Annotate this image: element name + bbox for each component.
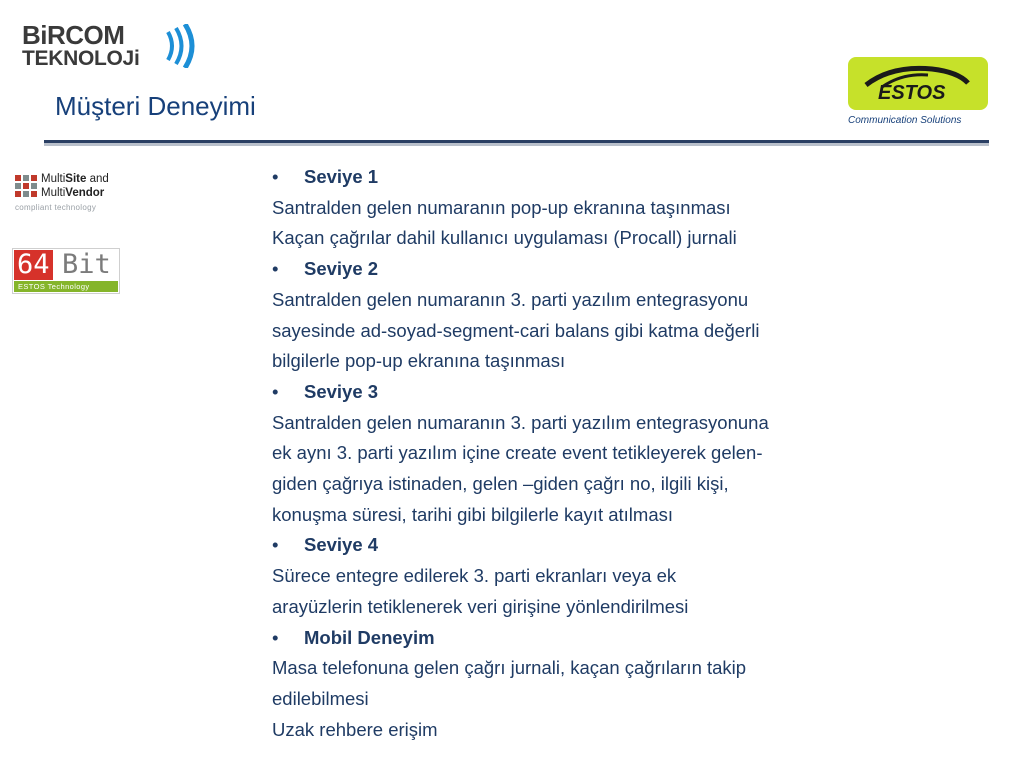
bircom-logo-line1: BiRCOM xyxy=(22,20,125,50)
section-line: Uzak rehbere erişim xyxy=(272,718,438,740)
64bit-number: 64 xyxy=(14,250,53,280)
section-line: bilgilerle pop-up ekranına taşınması xyxy=(272,350,566,372)
section-line: Kaçan çağrılar dahil kullanıcı uygulaması (Procall) jurnali xyxy=(272,227,737,249)
bullet-icon: • xyxy=(272,258,279,280)
signal-waves-icon xyxy=(162,24,200,68)
64bit-word: Bit xyxy=(62,249,111,280)
estos-wordmark: ESTOS xyxy=(878,82,946,104)
section-line: Santralden gelen numaranın 3. parti yazılım entegrasyonu xyxy=(272,288,749,310)
section-mobil-deneyim xyxy=(272,623,912,746)
multisite-badge xyxy=(13,171,128,216)
section-seviye-1 xyxy=(272,162,912,254)
bircom-logo-line2: TEKNOLOJi xyxy=(22,47,140,70)
section-heading: • Mobil Deneyim xyxy=(272,623,912,654)
section-line: sayesinde ad-soyad-segment-cari balans gibi katma değerli xyxy=(272,319,760,341)
section-heading: • Seviye 4 xyxy=(272,530,912,561)
title-divider-shadow xyxy=(44,143,989,146)
section-heading: • Seviye 2 xyxy=(272,254,912,285)
section-line: Santralden gelen numaranın pop-up ekranına taşınması xyxy=(272,196,731,218)
multisite-line2: MultiVendor xyxy=(41,187,105,199)
estos-logo xyxy=(846,57,992,131)
estos-badge xyxy=(848,57,988,110)
content-list xyxy=(272,162,912,745)
multisite-grid-icon xyxy=(15,175,37,199)
section-line: Santralden gelen numaranın 3. parti yazılım entegrasyonuna xyxy=(272,411,769,433)
bullet-icon: • xyxy=(272,534,279,556)
bullet-icon: • xyxy=(272,166,279,187)
64bit-subtitle: ESTOS Technology xyxy=(14,281,118,292)
section-line: giden çağrıya istinaden, gelen –giden çağrı no, ilgili kişi, xyxy=(272,473,729,495)
64bit-badge xyxy=(12,248,120,294)
multisite-subtitle: compliant technology xyxy=(15,203,97,212)
section-heading: • Seviye 1 xyxy=(272,162,912,193)
multisite-line1: MultiSite and xyxy=(41,173,109,185)
section-seviye-3 xyxy=(272,377,912,531)
bullet-icon: • xyxy=(272,380,279,402)
section-line: arayüzlerin tetiklenerek veri girişine yönlendirilmesi xyxy=(272,595,689,617)
section-line: edilebilmesi xyxy=(272,687,369,709)
section-seviye-4 xyxy=(272,530,912,622)
bullet-icon: • xyxy=(272,626,279,648)
bircom-logo xyxy=(22,22,202,72)
page-title: Müşteri Deneyimi xyxy=(55,91,256,121)
section-line: Masa telefonuna gelen çağrı jurnali, kaçan çağrıların takip xyxy=(272,657,747,679)
section-line: Sürece entegre edilerek 3. parti ekranları veya ek xyxy=(272,565,677,587)
section-heading: • Seviye 3 xyxy=(272,377,912,408)
section-line: konuşma süresi, tarihi gibi bilgilerle kayıt atılması xyxy=(272,503,673,525)
section-seviye-2 xyxy=(272,254,912,377)
estos-tagline: Communication Solutions xyxy=(848,115,962,126)
section-line: ek aynı 3. parti yazılım içine create event tetikleyerek gelen- xyxy=(272,442,763,464)
